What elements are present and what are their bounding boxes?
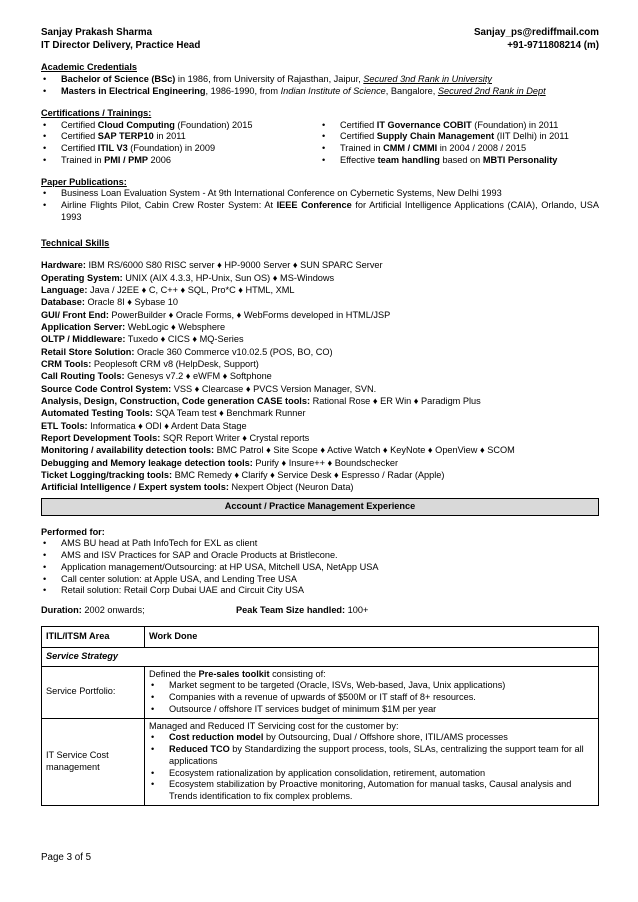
- list-item: • Effective team handling based on MBTI Personality: [320, 155, 599, 167]
- list-item: • Trained in CMM / CMMI in 2004 / 2008 / 2015: [320, 143, 599, 155]
- list-item: • Ecosystem rationalization by application consolidation, retirement, automation: [149, 768, 594, 780]
- skill-row: Report Development Tools: SQR Report Writer ♦ Crystal reports: [41, 433, 310, 444]
- header: [41, 27, 599, 52]
- skill-row: Database: Oracle 8I ♦ Sybase 10: [41, 297, 178, 308]
- list-item: • Call center solution: at Apple USA, and Lending Tree USA: [41, 574, 599, 586]
- list-item: • AMS and ISV Practices for SAP and Oracle Products at Bristlecone.: [41, 550, 599, 562]
- table-row: [42, 666, 599, 718]
- papers-heading: Paper Publications:: [41, 176, 127, 187]
- list-item: • Certified ITIL V3 (Foundation) in 2009: [41, 143, 320, 155]
- skill-row: Language: Java / J2EE ♦ C, C++ ♦ SQL, Pro*C ♦ HTML, XML: [41, 285, 295, 296]
- area-cell: Service Portfolio:: [42, 666, 145, 718]
- skill-row: Debugging and Memory leakage detection tools: Purify ♦ Insure++ ♦ Boundschecker: [41, 457, 399, 468]
- duration-line: [41, 605, 599, 617]
- peak-team-label: Peak Team Size handled:: [236, 605, 346, 616]
- list-item: • Outsource / offshore IT services budget of minimum $1M per year: [149, 704, 594, 716]
- peak-team-value: 100+: [345, 605, 369, 616]
- performed-heading: Performed for:: [41, 526, 105, 537]
- list-item: • Certified Supply Chain Management (IIT Delhi) in 2011: [320, 131, 599, 143]
- skill-row: Retail Store Solution: Oracle 360 Commerce v10.02.5 (POS, BO, CO): [41, 346, 333, 357]
- work-cell: Defined the Pre-sales toolkit consisting of: • Market segment to be targeted (Oracle, ISVs, Web-based, Java, Unix applications) • Companies with a revenue of upwards of $500M or IT staff of 8+ resources. • Outsource / offshore IT services budget of minimum $1M per year: [145, 666, 599, 718]
- skill-row: CRM Tools: Peoplesoft CRM v8 (HelpDesk, Support): [41, 359, 259, 370]
- list-item: • Application management/Outsourcing: at HP USA, Mitchell USA, NetApp USA: [41, 562, 599, 574]
- skill-row: Source Code Control System: VSS ♦ Clearcase ♦ PVCS Version Manager, SVN.: [41, 383, 377, 394]
- skill-row: Hardware: IBM RS/6000 S80 RISC server ♦ HP-9000 Server ♦ SUN SPARC Server: [41, 260, 383, 271]
- list-item: • Market segment to be targeted (Oracle, ISVs, Web-based, Java, Unix applications): [149, 680, 594, 692]
- certifications-right: [320, 120, 599, 167]
- list-item: • Bachelor of Science (BSc) in 1986, from University of Rajasthan, Jaipur, Secured 3nd Rank in University: [41, 74, 599, 86]
- skill-row: Artificial Intelligence / Expert system tools: Nexpert Object (Neuron Data): [41, 482, 354, 493]
- section-band: Account / Practice Management Experience: [41, 498, 599, 516]
- work-table: [41, 626, 599, 806]
- skill-row: Automated Testing Tools: SQA Team test ♦ Benchmark Runner: [41, 408, 306, 419]
- list-item: • Ecosystem stabilization by Proactive monitoring, Automation for manual tasks, Causal analysis and Trends identification to fix complex problems.: [149, 779, 594, 803]
- email: Sanjay_ps@rediffmail.com: [474, 27, 599, 38]
- list-item: • Companies with a revenue of upwards of $500M or IT staff of 8+ resources.: [149, 692, 594, 704]
- list-item: • Airline Flights Pilot, Cabin Crew Roster System: At IEEE Conference for Artificial Intelligence Applications (CAIA), Orlando, USA 1993: [41, 200, 599, 224]
- skill-row: Monitoring / availability detection tools: BMC Patrol ♦ Site Scope ♦ Active Watch ♦ KeyNote ♦ OpenView ♦ SCOM: [41, 445, 515, 456]
- list-item: • Retail solution: Retail Corp Dubai UAE and Circuit City USA: [41, 585, 599, 597]
- skills-list: [41, 259, 599, 493]
- list-item: • AMS BU head at Path InfoTech for EXL as client: [41, 538, 599, 550]
- skills-heading: Technical Skills: [41, 237, 110, 248]
- page-number: Page 3 of 5: [41, 852, 92, 863]
- skill-row: Application Server: WebLogic ♦ Websphere: [41, 322, 226, 333]
- certifications-left: [41, 120, 320, 167]
- academic-heading: Academic Credentials: [41, 62, 137, 73]
- table-row: [42, 647, 599, 666]
- section-row: Service Strategy: [42, 647, 599, 666]
- certifications-columns: [41, 120, 599, 167]
- list-item: • Masters in Electrical Engineering, 1986-1990, from Indian Institute of Science, Bangalore, Secured 2nd Rank in Dept: [41, 86, 599, 98]
- skill-row: OLTP / Middleware: Tuxedo ♦ CICS ♦ MQ-Series: [41, 334, 244, 345]
- work-cell: Managed and Reduced IT Servicing cost for the customer by: • Cost reduction model by Outsourcing, Dual / Offshore shore, ITIL/AMS processes • Reduced TCO by Standardizing the support process, tools, SLAs, centralizing the support team for all applications • Ecosystem rationalization by application consolidation, retirement, automation • Ecosystem stabilization by Proactive monitoring, Automation for manual tasks, Causal analysis and Trends identification to fix complex problems.: [145, 718, 599, 805]
- skill-row: Call Routing Tools: Genesys v7.2 ♦ eWFM ♦ Softphone: [41, 371, 272, 382]
- list-item: • Certified Cloud Computing (Foundation) 2015: [41, 120, 320, 132]
- list-item: • Certified IT Governance COBIT (Foundation) in 2011: [320, 120, 599, 132]
- table-row: [42, 718, 599, 805]
- academic-list: [41, 74, 599, 98]
- performed-list: [41, 538, 599, 597]
- column-header: Work Done: [145, 626, 599, 647]
- duration-label: Duration:: [41, 605, 82, 616]
- area-cell: IT Service Cost management: [42, 718, 145, 805]
- candidate-title: IT Director Delivery, Practice Head: [41, 39, 201, 51]
- candidate-name: Sanjay Prakash Sharma: [41, 27, 153, 38]
- skill-row: GUI/ Front End: PowerBuilder ♦ Oracle Forms, ♦ WebForms developed in HTML/JSP: [41, 309, 391, 320]
- phone: +91-9711808214 (m): [507, 39, 599, 51]
- table-header-row: [42, 626, 599, 647]
- skill-row: Ticket Logging/tracking tools: BMC Remedy ♦ Clarify ♦ Service Desk ♦ Espresso / Radar (Apple): [41, 470, 445, 480]
- duration-value: 2002 onwards;: [81, 605, 145, 616]
- skill-row: ETL Tools: Informatica ♦ ODI ♦ Ardent Data Stage: [41, 420, 247, 431]
- certifications-heading: Certifications / Trainings:: [41, 107, 152, 118]
- skill-row: Operating System: UNIX (AIX 4.3.3, HP-Unix, Sun OS) ♦ MS-Windows: [41, 272, 335, 283]
- list-item: • Trained in PMI / PMP 2006: [41, 155, 320, 167]
- column-header: ITIL/ITSM Area: [42, 626, 145, 647]
- papers-list: [41, 188, 599, 223]
- list-item: • Certified SAP TERP10 in 2011: [41, 131, 320, 143]
- skill-row: Analysis, Design, Construction, Code generation CASE tools: Rational Rose ♦ ER Win ♦ Paradigm Plus: [41, 396, 481, 407]
- list-item: • Business Loan Evaluation System - At 9th International Conference on Cybernetic Systems, New Delhi 1993: [41, 188, 599, 200]
- list-item: • Reduced TCO by Standardizing the support process, tools, SLAs, centralizing the support team for all applications: [149, 744, 594, 768]
- list-item: • Cost reduction model by Outsourcing, Dual / Offshore shore, ITIL/AMS processes: [149, 732, 594, 744]
